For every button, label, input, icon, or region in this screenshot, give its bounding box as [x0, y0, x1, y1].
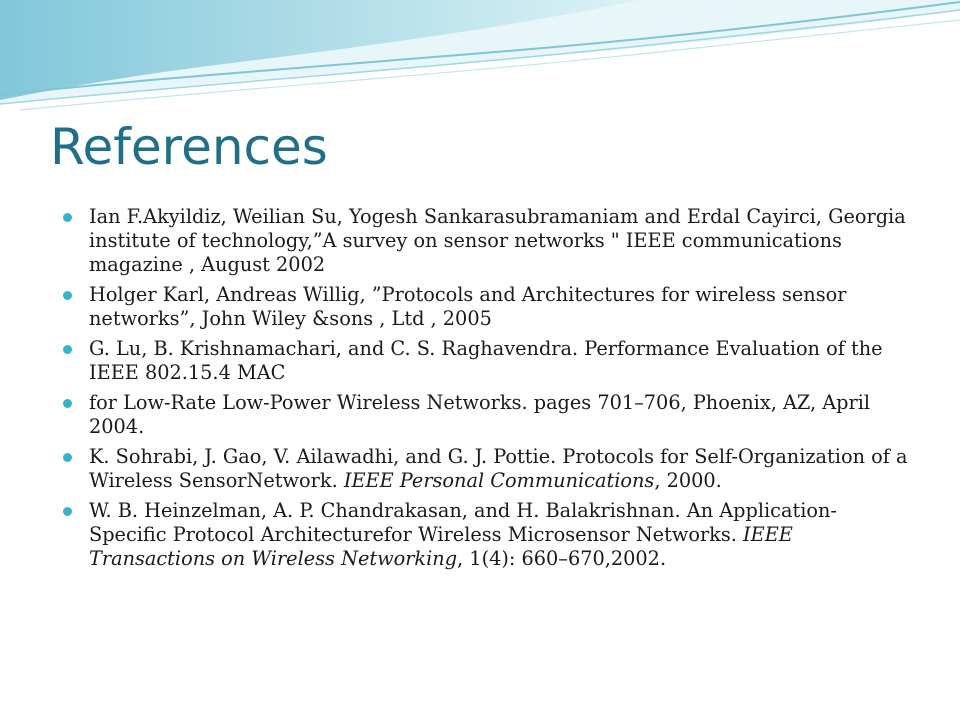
reference-journal: IEEE Transactions on Wireless Networking: [89, 523, 793, 570]
reference-text: Holger Karl, Andreas Willig, ”Protocols and Architectures for wireless sensor networks”, John Wiley &sons , Ltd , 2005: [89, 283, 847, 330]
page-title: References: [50, 118, 328, 176]
bullet-icon: [63, 453, 72, 462]
list-item: [58, 499, 908, 571]
reference-text: K. Sohrabi, J. Gao, V. Ailawadhi, and G. J. Pottie. Protocols for Self-Organization of a Wireless SensorNetwork.: [89, 445, 908, 492]
reference-list: [58, 205, 908, 577]
bullet-icon: [63, 507, 72, 516]
bullet-icon: [63, 399, 72, 408]
decorative-wave-header: [0, 0, 960, 130]
bullet-icon: [63, 345, 72, 354]
list-item: [58, 337, 908, 385]
reference-text: Ian F.Akyildiz, Weilian Su, Yogesh Sankarasubramaniam and Erdal Cayirci, Georgia institute of technology,”A survey on sensor networks " IEEE communications magazine , August 2002: [89, 205, 906, 276]
reference-text: G. Lu, B. Krishnamachari, and C. S. Raghavendra. Performance Evaluation of the IEEE 802.15.4 MAC: [89, 337, 883, 384]
list-item: [58, 445, 908, 493]
reference-text-end: , 2000.: [654, 469, 722, 492]
list-item: [58, 391, 908, 439]
reference-text: for Low-Rate Low-Power Wireless Networks. pages 701–706, Phoenix, AZ, April 2004.: [89, 391, 871, 438]
bullet-icon: [63, 291, 72, 300]
bullet-icon: [63, 213, 72, 222]
reference-text-end: , 1(4): 660–670,2002.: [457, 547, 667, 570]
reference-journal: IEEE Personal Communications: [343, 469, 655, 492]
list-item: [58, 283, 908, 331]
reference-text: W. B. Heinzelman, A. P. Chandrakasan, and H. Balakrishnan. An Application-Specific Protocol Architecturefor Wireless Microsensor Networks.: [89, 499, 837, 546]
list-item: [58, 205, 908, 277]
